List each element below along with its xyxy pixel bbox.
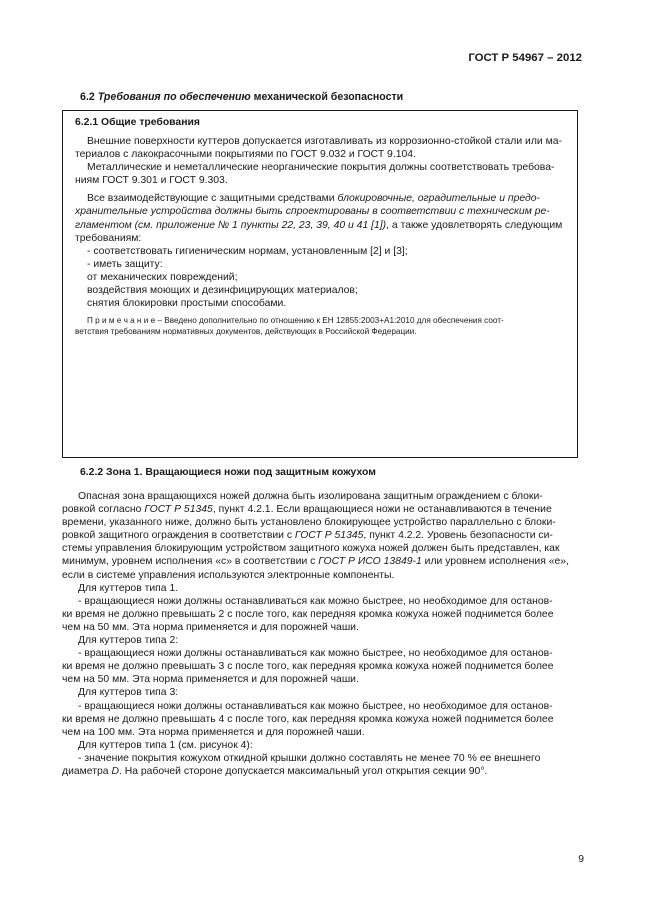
- standard-ref: ГОСТ Р ИСО 13849-1: [318, 556, 422, 568]
- paragraph-line: - вращающиеся ножи должны останавливаться как можно быстрее, но необходимое для останов-: [78, 595, 553, 607]
- paragraph-line: хранительные устройства должны быть спроектированы в соответствии с техническим ре-: [75, 206, 550, 218]
- paragraph-line: ки время не должно превышать 2 с после того, как передняя кромка кожуха ножей поднимется более: [62, 608, 554, 620]
- paragraph-line: если в системе управления используются электронные компоненты.: [62, 569, 395, 581]
- paragraph-line: чем на 50 мм. Эта норма применяется и для порожней чаши.: [62, 621, 359, 633]
- section-number: 6.2: [80, 91, 95, 103]
- paragraph-line: - вращающиеся ножи должны останавливаться как можно быстрее, но необходимое для останов-: [78, 648, 553, 660]
- note-line: ветствия требованиям нормативных документов, действующих в Российской Федерации.: [75, 327, 417, 337]
- list-item: от механических повреждений;: [87, 271, 238, 283]
- subsection-6-2-1-heading: 6.2.1 Общие требования: [75, 117, 200, 128]
- page-number: 9: [578, 854, 584, 865]
- text-span: диаметра: [62, 765, 112, 777]
- paragraph-line: Внешние поверхности куттеров допускается изготавливать из коррозионно-стойкой стали или ма-: [87, 136, 562, 147]
- note-label: П р и м е ч а н и е: [87, 316, 156, 326]
- section-title-italic: Требования по обеспечению: [97, 91, 251, 103]
- paragraph-line: ниям ГОСТ 9.301 и ГОСТ 9.303.: [75, 175, 228, 187]
- note-text: – Введено дополнительно по отношению к ЕН 12855:2003+А1:2010 для обеспечения соот-: [155, 316, 504, 326]
- text-span: или уровнем исполнения «е»,: [421, 556, 569, 568]
- italic-span: блокировочные, оградительные и предо-: [337, 193, 541, 205]
- paragraph-line: Опасная зона вращающихся ножей должна быть изолирована защитным ограждением с блоки-: [78, 491, 543, 502]
- paragraph-line: времени, указанного ниже, должно быть установлено блокирующее устройство параллельно с блоки-: [62, 517, 556, 529]
- italic-span: гламентом (см. приложение № 1 пункты 22, 23, 39, 40 и 41 [1]): [75, 219, 387, 231]
- paragraph-line: стемы управления блокирующим устройством защитного кожуха ножей должен быть представлен, как: [62, 543, 560, 555]
- paragraph-line: [75, 219, 566, 232]
- paragraph-line: ки время не должно превышать 4 с после того, как передняя кромка кожуха ножей поднимется более: [62, 713, 554, 725]
- paragraph-line: ки время не должно превышать 3 с после того, как передняя кромка кожуха ножей поднимется более: [62, 661, 554, 673]
- paragraph-line: [62, 555, 580, 568]
- cutter-type-label: Для куттеров типа 3:: [78, 687, 179, 699]
- diameter-symbol: D: [111, 765, 119, 777]
- paragraph-line: - значение покрытия кожухом откидной крышки должно составлять не менее 70 % ее внешнего: [78, 752, 541, 764]
- paragraph-line: - вращающиеся ножи должны останавливаться как можно быстрее, но необходимое для останов-: [78, 700, 553, 712]
- paragraph-line: [62, 503, 580, 516]
- text-span: ровкой защитного ограждения в соответствии с: [62, 530, 295, 542]
- section-6-2-heading: [80, 91, 580, 104]
- paragraph-line: требованиям:: [75, 232, 142, 244]
- text-span: Все взаимодействующие с защитными средствами: [87, 193, 338, 205]
- standard-ref: ГОСТ Р 51345: [144, 504, 213, 516]
- note-line: [75, 315, 566, 326]
- document-code: ГОСТ Р 54967 – 2012: [468, 52, 582, 64]
- zone-1-body: [62, 490, 580, 778]
- paragraph-line: [62, 529, 580, 542]
- list-item: - соответствовать гигиеническим нормам, установленным [2] и [3];: [87, 245, 408, 257]
- text-span: , а также удовлетворять следующим: [386, 219, 563, 231]
- section-title-rest: механической безопасности: [253, 91, 404, 103]
- paragraph-line: чем на 50 мм. Эта норма применяется и для порожней чаши.: [62, 674, 359, 686]
- list-item: - иметь защиту:: [87, 258, 163, 270]
- text-span: , пункт 4.2.1. Если вращающиеся ножи не останавливаются в течение: [212, 504, 552, 516]
- text-span: минимум, уровнем исполнения «с» в соответствии с: [62, 556, 319, 568]
- cutter-type-label: Для куттеров типа 1 (см. рисунок 4):: [78, 739, 253, 751]
- subsection-6-2-2-heading: 6.2.2 Зона 1. Вращающиеся ножи под защитным кожухом: [80, 467, 376, 478]
- list-item: воздействия моющих и дезинфицирующих материалов;: [87, 285, 358, 297]
- cutter-type-label: Для куттеров типа 1.: [78, 582, 179, 594]
- text-span: , пункт 4.2.2. Уровень безопасности си-: [363, 530, 553, 542]
- cutter-type-label: Для куттеров типа 2:: [78, 635, 179, 647]
- paragraph-line: [75, 192, 566, 205]
- text-span: ровкой согласно: [62, 504, 145, 516]
- paragraph-line: Металлические и неметаллические неорганические покрытия должны соответствовать требова-: [87, 162, 555, 174]
- paragraph-line: [62, 765, 580, 778]
- standard-ref: ГОСТ Р 51345: [294, 530, 364, 542]
- text-span: . На рабочей стороне допускается максимальный угол открытия секции 90°.: [118, 765, 488, 777]
- general-requirements-box: [62, 110, 578, 458]
- paragraph-line: териалов с лакокрасочными покрытиями по ГОСТ 9.032 и ГОСТ 9.104.: [75, 149, 416, 161]
- paragraph-line: чем на 100 мм. Эта норма применяется и для порожней чаши.: [62, 726, 365, 738]
- list-item: снятия блокировки простыми способами.: [87, 298, 287, 310]
